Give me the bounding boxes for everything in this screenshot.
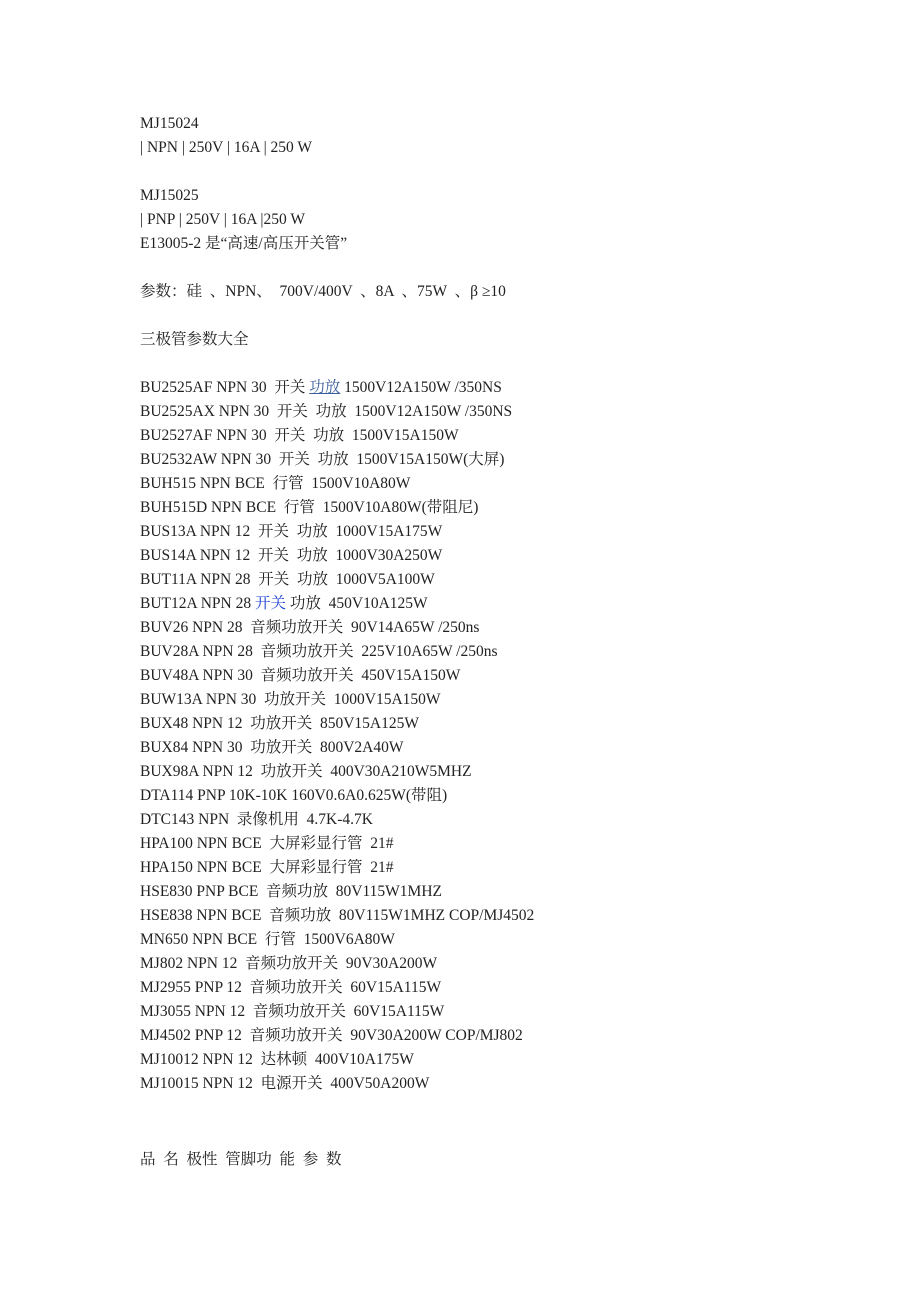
row-dta114: DTA114 PNP 10K-10K 160V0.6A0.625W(带阻) [140,787,448,804]
row-bux48: BUX48 NPN 12 功放开关 850V15A125W [140,715,420,732]
row-buv48a: BUV48A NPN 30 音频功放开关 450V15A150W [140,667,461,684]
link-kaiguan[interactable]: 开关 [254,595,286,612]
section-title: 三极管参数大全 [140,331,249,348]
row-buw13a: BUW13A NPN 30 功放开关 1000V15A150W [140,691,441,708]
row-hse830: HSE830 PNP BCE 音频功放 80V115W1MHZ [140,883,442,900]
row-bu2527af: BU2527AF NPN 30 开关 功放 1500V15A150W [140,427,459,444]
row-bus14a: BUS14A NPN 12 开关 功放 1000V30A250W [140,547,443,564]
row-bus13a: BUS13A NPN 12 开关 功放 1000V15A175W [140,523,443,540]
row-dtc143: DTC143 NPN 录像机用 4.7K-4.7K [140,811,373,828]
row-buh515: BUH515 NPN BCE 行管 1500V10A80W [140,475,411,492]
row-bux84: BUX84 NPN 30 功放开关 800V2A40W [140,739,404,756]
row-mj802: MJ802 NPN 12 音频功放开关 90V30A200W [140,955,438,972]
row-buh515d: BUH515D NPN BCE 行管 1500V10A80W(带阻尼) [140,499,479,516]
row-hpa100: HPA100 NPN BCE 大屏彩显行管 21# [140,835,394,852]
row-mj10015: MJ10015 NPN 12 电源开关 400V50A200W [140,1075,430,1092]
row-hse838: HSE838 NPN BCE 音频功放 80V115W1MHZ COP/MJ4502 [140,907,535,924]
row-text: 功放 450V10A125W [286,595,428,612]
row-bu2525af [140,378,502,398]
row-text: BU2525AF NPN 30 开关 [140,379,310,396]
row-buv26: BUV26 NPN 28 音频功放开关 90V14A65W /250ns [140,619,480,636]
row-mj4502: MJ4502 PNP 12 音频功放开关 90V30A200W COP/MJ802 [140,1027,523,1044]
row-mj2955: MJ2955 PNP 12 音频功放开关 60V15A115W [140,979,442,996]
row-but12a [140,594,428,614]
part-mj15025: MJ15025 [140,187,199,204]
row-mj3055: MJ3055 NPN 12 音频功放开关 60V15A115W [140,1003,445,1020]
row-text: BUT12A NPN 28 [140,595,255,612]
params-line: 参数：硅 、NPN、 700V/400V 、8A 、75W 、β ≥10 [140,283,506,300]
row-bux98a: BUX98A NPN 12 功放开关 400V30A210W5MHZ [140,763,472,780]
row-buv28a: BUV28A NPN 28 音频功放开关 225V10A65W /250ns [140,643,498,660]
row-but11a: BUT11A NPN 28 开关 功放 1000V5A100W [140,571,435,588]
row-mj10012: MJ10012 NPN 12 达林顿 400V10A175W [140,1051,414,1068]
table-header: 品 名 极性 管脚功 能 参 数 [140,1151,342,1168]
row-mn650: MN650 NPN BCE 行管 1500V6A80W [140,931,395,948]
row-text: 1500V12A150W /350NS [340,379,502,396]
e13005-description: E13005-2 是“高速/高压开关管” [140,235,348,252]
link-gongfang[interactable]: 功放 [309,379,341,396]
row-hpa150: HPA150 NPN BCE 大屏彩显行管 21# [140,859,394,876]
spec-mj15024: | NPN | 250V | 16A | 250 W [140,139,313,156]
row-bu2525ax: BU2525AX NPN 30 开关 功放 1500V12A150W /350NS [140,403,513,420]
part-mj15024: MJ15024 [140,115,199,132]
row-bu2532aw: BU2532AW NPN 30 开关 功放 1500V15A150W(大屏) [140,451,505,468]
spec-mj15025: | PNP | 250V | 16A |250 W [140,211,305,228]
